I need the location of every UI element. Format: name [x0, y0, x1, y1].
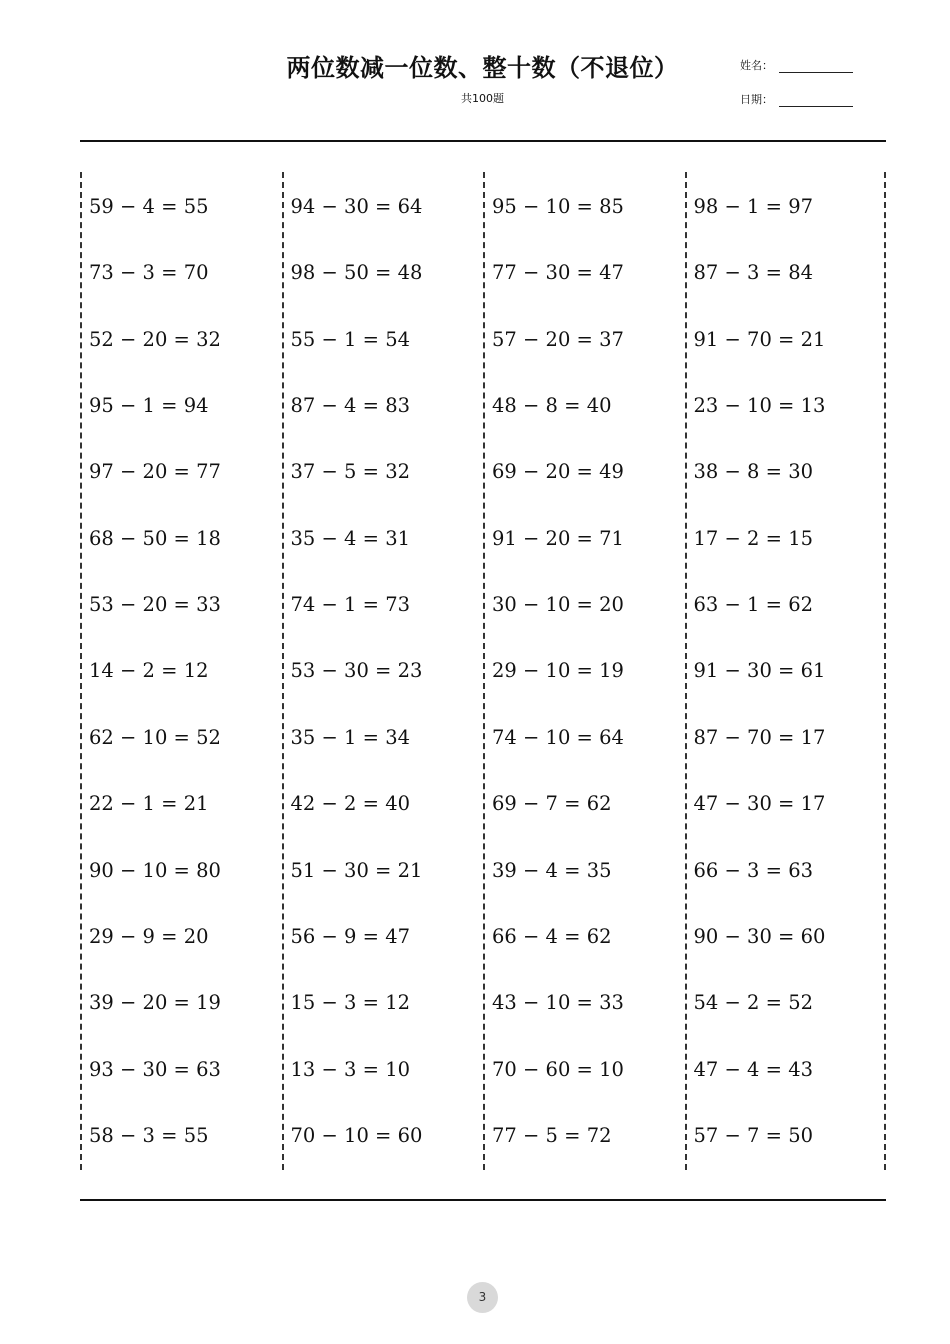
problem-item: 91 − 70 = 21	[693, 327, 826, 351]
problem-item: 42 − 2 = 40	[290, 792, 411, 816]
name-field[interactable]	[740, 57, 853, 73]
problem-item: 87 − 4 = 83	[290, 394, 411, 418]
problem-grid	[80, 172, 886, 1170]
problem-item: 38 − 8 = 30	[693, 460, 814, 484]
problem-item: 47 − 4 = 43	[693, 1057, 814, 1081]
problem-item: 69 − 20 = 49	[492, 460, 624, 484]
problem-item: 97 − 20 = 77	[89, 460, 221, 484]
problem-item: 59 − 4 = 55	[89, 195, 209, 218]
date-label: 日期：	[740, 93, 773, 106]
problem-item: 30 − 10 = 20	[492, 593, 624, 617]
problem-item: 95 − 1 = 94	[89, 394, 209, 418]
problem-item: 55 − 1 = 54	[290, 327, 411, 351]
problem-item: 90 − 30 = 60	[693, 924, 826, 948]
bottom-divider	[80, 1199, 886, 1201]
problem-item: 29 − 9 = 20	[89, 924, 209, 948]
problem-item: 77 − 5 = 72	[492, 1123, 612, 1147]
date-blank-line[interactable]	[779, 95, 853, 107]
problem-item: 22 − 1 = 21	[89, 792, 209, 816]
problem-item: 93 − 30 = 63	[89, 1057, 221, 1081]
problem-column-4	[685, 172, 887, 1170]
problem-item: 91 − 30 = 61	[693, 659, 826, 683]
problem-item: 29 − 10 = 19	[492, 659, 624, 683]
problem-item: 35 − 1 = 34	[290, 725, 411, 749]
problem-item: 14 − 2 = 12	[89, 659, 209, 683]
problem-item: 68 − 50 = 18	[89, 526, 221, 550]
problem-item: 37 − 5 = 32	[290, 460, 411, 484]
problem-item: 35 − 4 = 31	[290, 526, 411, 550]
problem-item: 74 − 10 = 64	[492, 725, 624, 749]
problem-item: 15 − 3 = 12	[290, 991, 411, 1015]
problem-item: 98 − 50 = 48	[290, 261, 423, 285]
problem-item: 63 − 1 = 62	[693, 593, 814, 617]
problem-item: 47 − 30 = 17	[693, 792, 826, 816]
problem-item: 57 − 7 = 50	[693, 1123, 814, 1147]
problem-item: 87 − 3 = 84	[693, 261, 814, 285]
problem-item: 98 − 1 = 97	[693, 195, 814, 218]
problem-item: 51 − 30 = 21	[290, 858, 423, 882]
page-number-badge: 3	[467, 1282, 498, 1313]
problem-item: 56 − 9 = 47	[290, 924, 411, 948]
problem-item: 70 − 60 = 10	[492, 1057, 624, 1081]
date-field[interactable]	[740, 91, 853, 107]
problem-item: 95 − 10 = 85	[492, 195, 624, 218]
problem-item: 53 − 20 = 33	[89, 593, 221, 617]
problem-item: 39 − 20 = 19	[89, 991, 221, 1015]
problem-column-1	[80, 172, 282, 1170]
problem-item: 73 − 3 = 70	[89, 261, 209, 285]
problem-column-3	[483, 172, 685, 1170]
problem-item: 17 − 2 = 15	[693, 526, 814, 550]
problem-item: 23 − 10 = 13	[693, 394, 826, 418]
problem-item: 94 − 30 = 64	[290, 195, 423, 218]
problem-column-2	[282, 172, 484, 1170]
problem-item: 57 − 20 = 37	[492, 327, 624, 351]
problem-item: 39 − 4 = 35	[492, 858, 612, 882]
problem-item: 87 − 70 = 17	[693, 725, 826, 749]
problem-item: 53 − 30 = 23	[290, 659, 423, 683]
name-label: 姓名：	[740, 59, 773, 72]
problem-item: 69 − 7 = 62	[492, 792, 612, 816]
top-divider	[80, 140, 886, 142]
problem-item: 43 − 10 = 33	[492, 991, 624, 1015]
problem-item: 91 − 20 = 71	[492, 526, 624, 550]
problem-item: 70 − 10 = 60	[290, 1123, 423, 1147]
question-count: 共100题	[461, 92, 504, 105]
worksheet-title: 两位数减一位数、整十数（不退位）	[286, 54, 679, 82]
name-blank-line[interactable]	[779, 61, 853, 73]
problem-item: 66 − 3 = 63	[693, 858, 814, 882]
problem-item: 13 − 3 = 10	[290, 1057, 411, 1081]
problem-item: 66 − 4 = 62	[492, 924, 612, 948]
problem-item: 90 − 10 = 80	[89, 858, 221, 882]
problem-item: 62 − 10 = 52	[89, 725, 221, 749]
problem-item: 52 − 20 = 32	[89, 327, 221, 351]
problem-item: 58 − 3 = 55	[89, 1123, 209, 1147]
problem-item: 74 − 1 = 73	[290, 593, 411, 617]
problem-item: 48 − 8 = 40	[492, 394, 612, 418]
problem-item: 77 − 30 = 47	[492, 261, 624, 285]
problem-item: 54 − 2 = 52	[693, 991, 814, 1015]
